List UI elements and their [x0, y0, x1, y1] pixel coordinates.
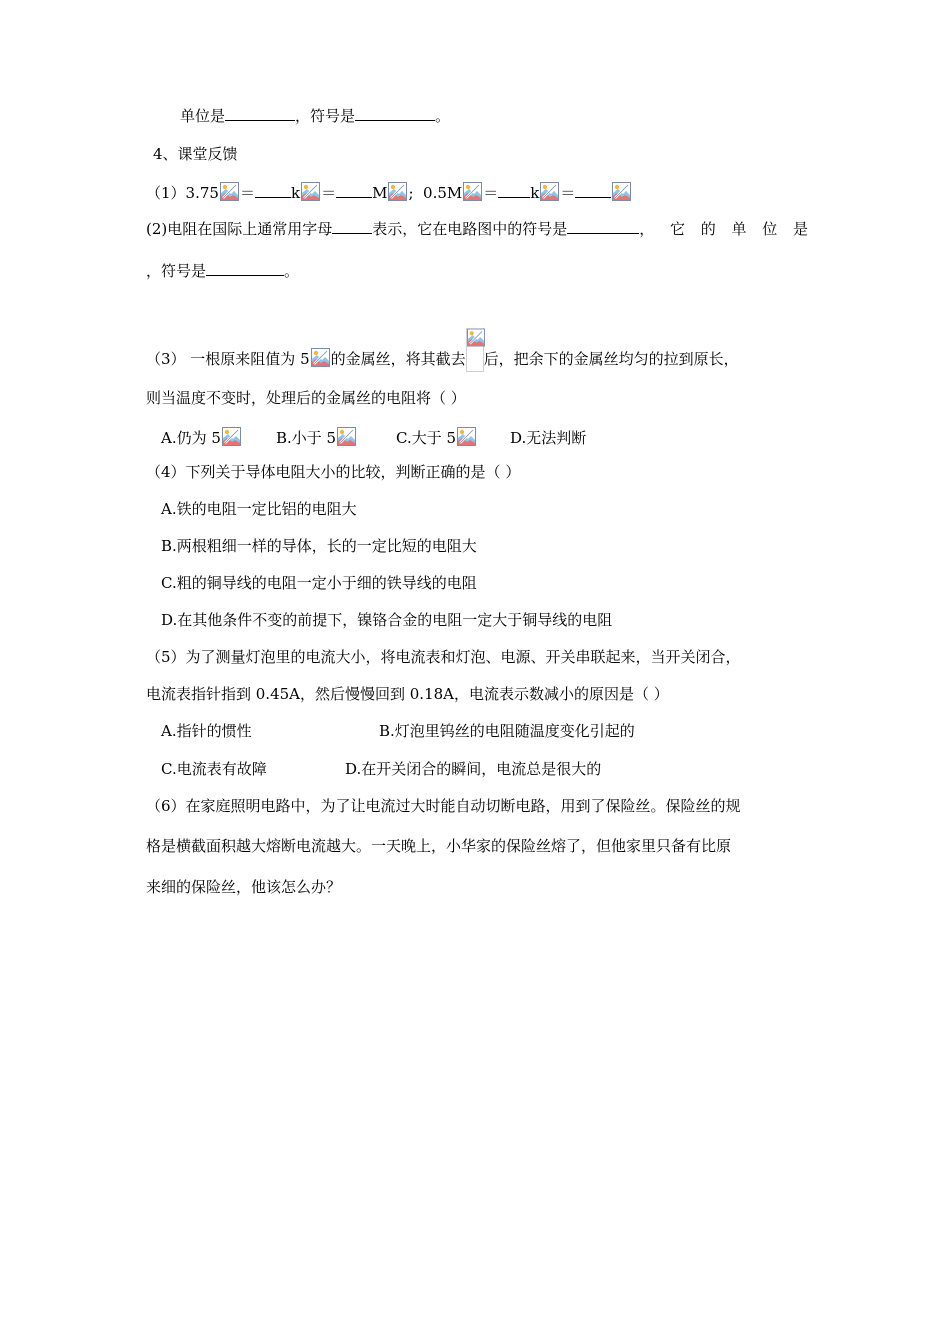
- question-3-line-2: 则当温度不变时，处理后的金属丝的电阻将（ ）: [146, 389, 466, 407]
- q5-option-b[interactable]: B.灯泡里钨丝的电阻随温度变化引起的: [379, 722, 635, 740]
- ohm-image-icon: [388, 182, 407, 201]
- ohm-image-icon: [337, 427, 356, 446]
- question-5-stem-1: （5）为了测量灯泡里的电流大小，将电流表和灯泡、电源、开关串联起来，当开关闭合，: [146, 648, 741, 666]
- ohm-image-icon: [612, 182, 631, 201]
- question-4-stem: （4）下列关于导体电阻大小的比较，判断正确的是（ ）: [146, 463, 521, 481]
- q3-option-b[interactable]: [276, 427, 396, 448]
- symbol-blank[interactable]: [355, 106, 435, 121]
- q3-mid: 的金属丝，将其截去: [330, 350, 466, 368]
- question-5-stem-2: 电流表指针指到 0.45A，然后慢慢回到 0.18A，电流表示数减小的原因是（ ）: [146, 685, 669, 703]
- q1-M-1: M: [372, 184, 388, 202]
- question-2-line-1: [146, 219, 808, 239]
- q3-option-b-text: B.小于 5: [276, 429, 337, 447]
- q3-option-c-text: C.大于 5: [396, 429, 457, 447]
- q1-equals: ＝: [483, 184, 499, 202]
- q3-prefix: （3） 一根原来阻值为 5: [146, 350, 310, 368]
- q1-value-1: 3.75: [185, 184, 219, 202]
- ohm-image-icon: [463, 182, 482, 201]
- ohm-image-icon: [457, 427, 476, 446]
- q2-unit-symbol-blank[interactable]: [206, 261, 284, 276]
- q2-letter-blank[interactable]: [332, 219, 372, 234]
- q2-tail-4: 位: [762, 220, 778, 238]
- q5-option-a[interactable]: A.指针的惯性: [161, 722, 252, 740]
- question-6-line-1: （6）在家庭照明电路中，为了让电流过大时能自动切断电路，用到了保险丝。保险丝的规: [146, 797, 741, 815]
- q1-equals: ＝: [560, 184, 576, 202]
- q4-option-a[interactable]: A.铁的电阻一定比铝的电阻大: [161, 500, 357, 518]
- question-1: [146, 182, 632, 203]
- q4-option-c[interactable]: C.粗的铜导线的电阻一定小于细的铁导线的电阻: [161, 574, 477, 592]
- q5-option-d[interactable]: D.在开关闭合的瞬间，电流总是很大的: [345, 760, 602, 778]
- q2-symbol-blank[interactable]: [567, 219, 639, 234]
- q2-prefix: (2)电阻在国际上通常用字母: [146, 220, 333, 238]
- q1-blank-4[interactable]: [575, 183, 611, 198]
- q3-option-d[interactable]: D.无法判断: [510, 429, 587, 447]
- q4-option-d[interactable]: D.在其他条件不变的前提下，镍铬合金的电阻一定大于铜导线的电阻: [161, 611, 613, 629]
- unit-line-prefix: 单位是: [180, 107, 226, 125]
- q1-label: （1）: [146, 184, 186, 202]
- q2-mid: 表示，它在电路图中的符号是: [372, 220, 568, 238]
- q1-equals: ＝: [321, 184, 337, 202]
- ohm-image-icon: [222, 427, 241, 446]
- ohm-image-icon: [540, 182, 559, 201]
- question-6-line-2: 格是横截面积越大熔断电流越大。一天晚上，小华家的保险丝熔了，但他家里只备有比原: [146, 837, 732, 855]
- unit-line-suffix: 。: [435, 107, 451, 125]
- ohm-image-icon: [220, 182, 239, 201]
- q2-tail-2: 的: [700, 220, 716, 238]
- unit-line-middle: ，符号是: [295, 107, 356, 125]
- question-3-line-1: [146, 328, 739, 372]
- q1-blank-1[interactable]: [255, 183, 291, 198]
- q2-tail-1: 它: [670, 220, 686, 238]
- q1-equals: ＝: [239, 184, 255, 202]
- q2-tail-5: 是: [792, 220, 808, 238]
- unit-blank[interactable]: [225, 106, 295, 121]
- q1-value-2: 0.5M: [423, 184, 463, 202]
- q1-k-1: k: [290, 184, 301, 202]
- question-2-line-2: [146, 261, 299, 281]
- ohm-image-icon: [301, 182, 320, 201]
- q1-k-2: k: [530, 184, 540, 202]
- q3-option-c[interactable]: [396, 427, 510, 448]
- fraction-image-icon: [466, 328, 484, 372]
- q3-option-a-text: A.仍为 5: [161, 429, 221, 447]
- q1-blank-3[interactable]: [498, 183, 530, 198]
- unit-line: [180, 106, 450, 126]
- q3-suffix: 后，把余下的金属丝均匀的拉到原长，: [483, 350, 739, 368]
- q1-blank-2[interactable]: [336, 183, 372, 198]
- ohm-image-icon: [311, 348, 330, 367]
- question-3-options: [161, 427, 586, 448]
- q2-line2-suffix: 。: [284, 262, 300, 280]
- q1-separator: ;: [408, 184, 414, 202]
- q3-option-a[interactable]: [161, 427, 276, 448]
- section-heading: 4、课堂反馈: [153, 145, 238, 163]
- q4-option-b[interactable]: B.两根粗细一样的导体，长的一定比短的电阻大: [161, 537, 477, 555]
- q2-tail-0: ，: [639, 220, 655, 238]
- question-6-line-3: 来细的保险丝，他该怎么办？: [146, 878, 342, 896]
- q2-tail-3: 单: [731, 220, 747, 238]
- q2-line2-prefix: ，符号是: [146, 262, 207, 280]
- q5-option-c[interactable]: C.电流表有故障: [161, 760, 267, 778]
